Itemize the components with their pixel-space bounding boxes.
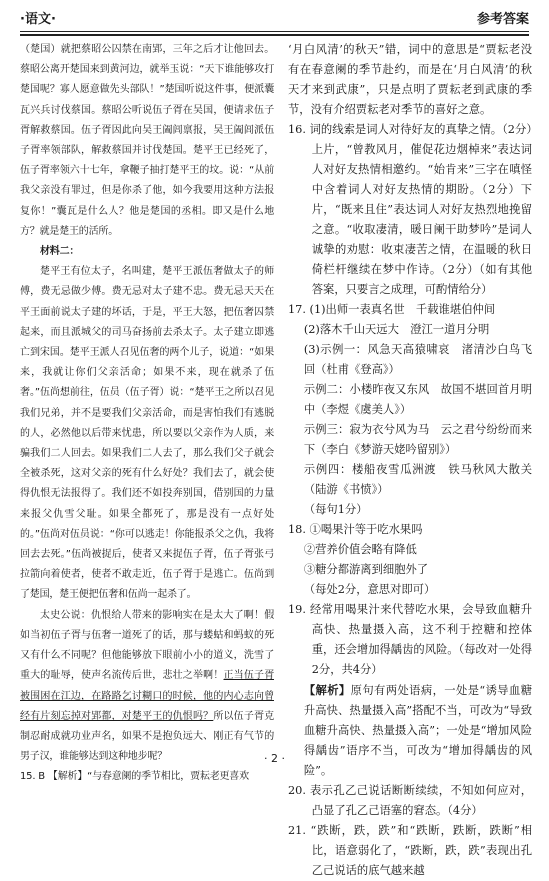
- question-15-start: 15. B 【解析】“与春意阑的季节相比，贾耘老更喜欢: [20, 771, 249, 783]
- question-18-answer-2: ②营养价值会略有降低: [303, 543, 417, 556]
- answer-key-label: 参考答案: [476, 11, 529, 27]
- question-19-explanation: [288, 680, 532, 781]
- header-rule-thin: [20, 31, 529, 32]
- subject-label: ·语文·: [20, 11, 56, 27]
- underlined-commentary: 正当伍子胥被围困在江边，在路路乞讨糊口的时候，他的内心志向曾经有片刻忘掉对郢都，对楚平王的仇恨吗？: [20, 670, 274, 722]
- question-16-answer: 16. 词的线索是词人对待好友的真挚之情。（2分）上片，“曾教风月，催促花边烟棹来”表达词人对好友热情相邀约。“始肯来”三字在嗔怪中含着词人对好友热情的期盼。（2分）下片，“既来且住”表达词人对好友热烈地挽留之意。“收取凄清，暖日阑干助梦吟”是词人诚挚的劝慰：收束凄苦之情，在温暖的秋日倚栏杆继续在梦中作诗。（2分）（如有其他答案，只要言之成理，可酌情给分）: [288, 123, 532, 296]
- material-two-heading: 材料二：: [40, 246, 80, 258]
- left-column: [20, 40, 274, 788]
- question-17-answer-3d: 示例四：楼船夜雪瓜洲渡 铁马秋风大散关（陆游《书愤》）: [303, 463, 532, 496]
- question-17-answer-3c: 示例三：寂为衣兮风为马 云之君兮纷纷而来下（李白《梦游天姥吟留别》）: [303, 423, 532, 456]
- question-19-explanation-text: 原句有两处语病，一处是“诱导血糖升高快、热量摄入高”搭配不当，可改为“导致血糖升高快、热量摄入高”；一处是“增加风险得龋齿”语序不当，可改为“增加得龋齿的风险”。: [303, 684, 532, 777]
- commentary-text-a: 太史公说：仇恨给人带来的影响实在是太大了啊！假如当初伍子胥与伍奢一道死了的话，那与蝼蛄和蚂蚁的死又有什么不同呢？但他能够放下眼前小小的道义，洗雪了重大的耻辱，使声名流传后世，悲壮之举啊！: [20, 609, 274, 682]
- translation-paragraph-2: 楚平王有位太子，名叫建，楚平王派伍奢做太子的师傅，费无忌做少傅。费无忌对太子建不忠。费无忌天天在平王面前说太子建的坏话，于是，平王大怒，把伍奢囚禁起来，而且派城父的司马奋扬前去杀太子。太子建立即逃亡到宋国。楚平王派人召见伍奢的两个儿子，说道：“如果来，我就让你们父亲活命；如果不来，现在就杀了伍奢。”伍尚想前往，伍员（伍子胥）说：“楚平王之所以召见我们兄弟，并不是要我们父亲活命，而是害怕我们有逃脱的人，必然他以后带来忧患，所以要以父亲作为人质，来骗我们二人回去。如果我们二人去了，那么我们父子就会全被杀死，这对父亲的死有什么好处？我们去了，就会使得仇恨无法报得了。我们还不如投奔别国，借别国的力量来报父仇雪父耻。如果全都死了，那是没有一点好处的。”伍尚对伍员说：“你可以逃走！你能报杀父之仇，我将回去去死。”伍尚被捉后，使者又来捉伍子胥，伍子胥张弓拉箭向着使者，使者不敢走近，伍子胥于是逃亡。伍尚到了楚国，楚王便把伍奢和伍尚一起杀了。: [20, 266, 274, 601]
- question-18-answer-1: 18. ①喝果汁等于吃水果吗: [288, 523, 423, 536]
- question-18-answer-3: ③糖分都游离到细胞外了: [303, 563, 429, 576]
- page-header: [20, 4, 529, 30]
- question-17-score: （每句1分）: [303, 503, 368, 516]
- question-15-continued: ‘月白风清’的秋天”错，词中的意思是“贾耘老没有在春意阑的季节赴约，而是在‘月白风清’的秋天才来到武康”，只是点明了贾耘老到武康的季节，没有介绍贾耘老对季节的喜好之意。: [288, 43, 532, 116]
- translation-paragraph-1: （楚国）就把蔡昭公囚禁在南郢，三年之后才让他回去。蔡昭公离开楚国来到黄河边，就举玉说：“天下谁能够攻打楚国呢？寡人愿意做先头部队！”楚国听说这件事，便派囊瓦兴兵讨伐蔡国。蔡昭公听说伍子胥在吴国，便请求伍子胥解救蔡国。伍子胥因此向吴王阖闾禀报，吴王阖闾派伍子胥率领部队，解救蔡国并讨伐楚国。楚平王已经死了，伍子胥率领六十七年，拿鞭子抽打楚平王的坟。说：“从前我父亲没有罪过，但是你杀了他，如今我要用这种方法报复你！”囊瓦是什么人？他是楚国的丞相。即又是什么地方？就是楚王的活所。: [20, 44, 274, 237]
- question-17-answer-3b: 示例二：小楼昨夜又东风 故国不堪回首月明中（李煜《虞美人》）: [303, 383, 532, 416]
- page-number: · 2 ·: [264, 752, 285, 765]
- commentary-text-b: 所以伍子胥克制忍耐成就功业声名，如果不是抱负远大、刚正有气节的男子汉，谁能够达到这种地步呢？: [20, 710, 274, 763]
- question-17-answer-1: 17. (1)出师一表真名世 千载谁堪伯仲间: [288, 303, 496, 316]
- question-21-answer: 21. “跌断，跌，跌”和“跌断，跌断，跌断”相比，语意弱化了，“跌断，跌，跌”表现出孔乙己说话的底气越来越: [288, 824, 532, 877]
- question-20-answer: 20. 表示孔乙己说话断断续续，不知如何应对，凸显了孔乙己语塞的窘态。（4分）: [288, 784, 532, 817]
- question-17-answer-2: (2)落木千山天远大 澄江一道月分明: [303, 323, 490, 336]
- question-18-score: （每处2分，意思对即可）: [303, 583, 436, 596]
- translation-paragraph-3: [20, 606, 274, 768]
- question-17-answer-3a: (3)示例一：风急天高猿啸哀 渚清沙白鸟飞回（杜甫《登高》）: [303, 343, 532, 376]
- question-19-answer: 19. 经常用喝果汁来代替吃水果，会导致血糖升高快、热量摄入高，这不利于控糖和控体重，还会增加得龋齿的风险。（每改对一处得2分，共4分）: [288, 603, 533, 676]
- header-rule-thick: [20, 34, 529, 36]
- analysis-tag: 【解析】: [303, 683, 351, 697]
